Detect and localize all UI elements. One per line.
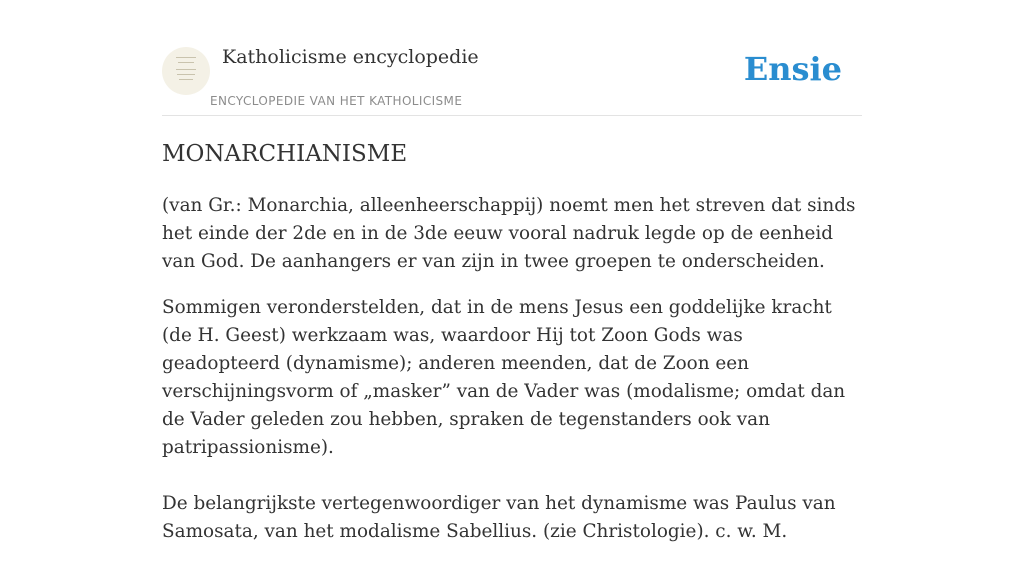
article-paragraph: Sommigen veronderstelden, dat in de mens Jesus een goddelijke kracht (de H. Geest) werkzaam was, waardoor Hij tot Zoon Gods was geadopteerd (dynamisme); anderen meenden, dat de Zoon een verschijningsvorm of „masker” van de Vader was (modalisme; omdat dan de Vader geleden zou hebben, spraken de tegenstanders ook van patripassionisme). xyxy=(162,297,846,458)
article-title: MONARCHIANISME xyxy=(162,141,408,167)
ensie-logo[interactable]: Ensie xyxy=(743,50,842,88)
book-title[interactable]: Katholicisme encyclopedie xyxy=(222,46,479,68)
site-header xyxy=(162,40,862,116)
article-paragraph: De belangrijkste vertegenwoordiger van het dynamisme was Paulus van Samosata, van het modalisme Sabellius. (zie Christologie). c. w. M. xyxy=(162,493,836,542)
article xyxy=(162,138,862,564)
article-paragraph: (van Gr.: Monarchia, alleenheerschappij) noemt men het streven dat sinds het einde der 2de en in de 3de eeuw vooral nadruk legde op de eenheid van God. De aanhangers er van zijn in twee groepen te onderscheiden. xyxy=(162,195,856,272)
book-subtitle: ENCYCLOPEDIE VAN HET KATHOLICISME xyxy=(210,94,463,108)
book-cover-icon[interactable] xyxy=(162,47,210,95)
